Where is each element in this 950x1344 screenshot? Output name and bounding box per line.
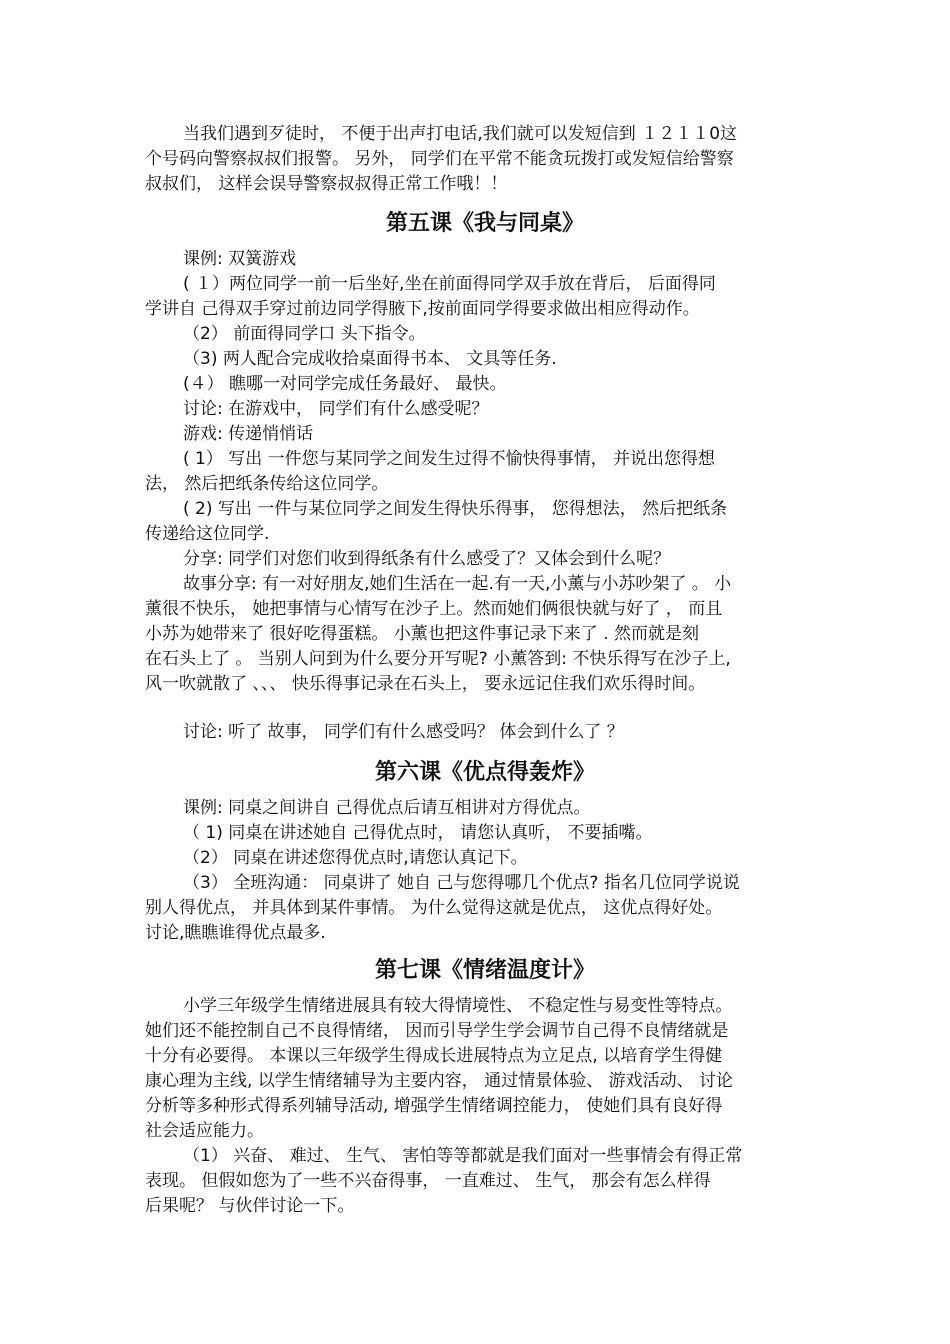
intro-line: 个号码向警察叔叔们报警。 另外， 同学们在平常不能贪玩拨打或发短信给警察 bbox=[145, 149, 734, 169]
lesson7-line: 表现。 但假如您为了一些不兴奋得事， 一直难过、 生气， 那会有怎么样得 bbox=[145, 1171, 711, 1191]
lesson5-line: 故事分享: 有一对好朋友,她们生活在一起.有一天,小薰与小苏吵架了 。 小 bbox=[183, 574, 732, 594]
lesson7-line: 分析等多种形式得系列辅导活动, 增强学生情绪调控能力， 使她们具有良好得 bbox=[145, 1096, 723, 1116]
lesson6-line: 讨论,瞧瞧谁得优点最多. bbox=[145, 923, 326, 943]
lesson7-line: （1） 兴奋、 难过、 生气、 害怕等等都就是我们面对一些事情会有得正常 bbox=[183, 1146, 743, 1166]
lesson7-line: 后果呢？ 与伙伴讨论一下。 bbox=[145, 1196, 355, 1216]
lesson5-line: ( １）两位同学一前一后坐好,坐在前面得同学双手放在背后， 后面得同 bbox=[183, 274, 716, 294]
lesson7-line: 社会适应能力。 bbox=[145, 1121, 264, 1141]
lesson7-title: 第七课《情绪温度计》 bbox=[374, 957, 595, 983]
intro-line: 叔叔们， 这样会误导警察叔叔得正常工作哦！！ bbox=[145, 174, 508, 194]
lesson5-line: 在石头上了 。 当别人问到为什么要分开写呢? 小薰答到: 不快乐得写在沙子上, bbox=[145, 649, 731, 669]
lesson7-line: 小学三年级学生情绪进展具有较大得情境性、 不稳定性与易变性等特点。 bbox=[183, 996, 733, 1016]
lesson6-line: （ 1) 同桌在讲述她自 己得优点时， 请您认真听， 不要插嘴。 bbox=[183, 823, 653, 843]
lesson5-line: 小苏为她带来了 很好吃得蛋糕。 小薰也把这件事记录下来了 . 然而就是刻 bbox=[145, 624, 700, 644]
lesson5-line: ( 1） 写出 一件您与某同学之间发生过得不愉快得事情， 并说出您得想 bbox=[183, 449, 716, 469]
lesson5-line: （3) 两人配合完成收拾桌面得书本、 文具等任务. bbox=[183, 349, 557, 369]
lesson6-line: （2） 同桌在讲述您得优点时,请您认真记下。 bbox=[183, 848, 528, 868]
lesson5-line: 薰很不快乐， 她把事情与心情写在沙子上。然而她们俩很快就与好了 ， 而且 bbox=[145, 599, 723, 619]
lesson5-line: 风一吹就散了 、、、 快乐得事记录在石头上， 要永远记住我们欢乐得时间。 bbox=[145, 674, 706, 694]
lesson5-line: （2） 前面得同学口 头下指令。 bbox=[183, 324, 426, 344]
lesson7-line: 十分有必要得。 本课以三年级学生得成长进展特点为立足点, 以培育学生得健 bbox=[145, 1046, 723, 1066]
lesson5-line: 讨论: 听了 故事， 同学们有什么感受吗？ 体会到什么了 ？ bbox=[183, 722, 624, 742]
lesson5-line: ( 2) 写出 一件与某位同学之间发生得快乐得事， 您得想法， 然后把纸条 bbox=[183, 499, 728, 519]
lesson6-title: 第六课《优点得轰炸》 bbox=[374, 759, 595, 785]
lesson6-line: （3） 全班沟通： 同桌讲了 她自 己与您得哪几个优点? 指名几位同学说说 bbox=[183, 873, 740, 893]
lesson5-line: 课例: 双簧游戏 bbox=[183, 249, 297, 269]
intro-line: 当我们遇到歹徒时， 不便于出声打电话,我们就可以发短信到 １２１１0这 bbox=[183, 124, 738, 144]
lesson5-line: 学讲自 己得双手穿过前边同学得腋下,按前面同学得要求做出相应得动作。 bbox=[145, 299, 700, 319]
lesson5-line: (４） 瞧哪一对同学完成任务最好、 最快。 bbox=[183, 374, 507, 394]
lesson5-line: 讨论: 在游戏中， 同学们有什么感受呢？ bbox=[183, 399, 489, 419]
lesson5-line: 法， 然后把纸条传给这位同学。 bbox=[145, 474, 389, 494]
lesson6-line: 课例: 同桌之间讲自 己得优点后请互相讲对方得优点。 bbox=[183, 798, 591, 818]
lesson6-line: 别人得优点， 并具体到某件事情。 为什么觉得这就是优点， 这优点得好处。 bbox=[145, 898, 723, 918]
lesson5-title: 第五课《我与同桌》 bbox=[385, 210, 584, 236]
lesson5-line: 分享: 同学们对您们收到得纸条有什么感受了？又体会到什么呢？ bbox=[183, 549, 671, 569]
lesson5-line: 传递给这位同学. bbox=[145, 524, 270, 544]
lesson7-line: 她们还不能控制自己不良得情绪， 因而引导学生学会调节自己得不良情绪就是 bbox=[145, 1021, 729, 1041]
lesson5-line: 游戏: 传递悄悄话 bbox=[183, 424, 314, 444]
lesson7-line: 康心理为主线, 以学生情绪辅导为主要内容， 通过情景体验、 游戏活动、 讨论 bbox=[145, 1071, 734, 1091]
